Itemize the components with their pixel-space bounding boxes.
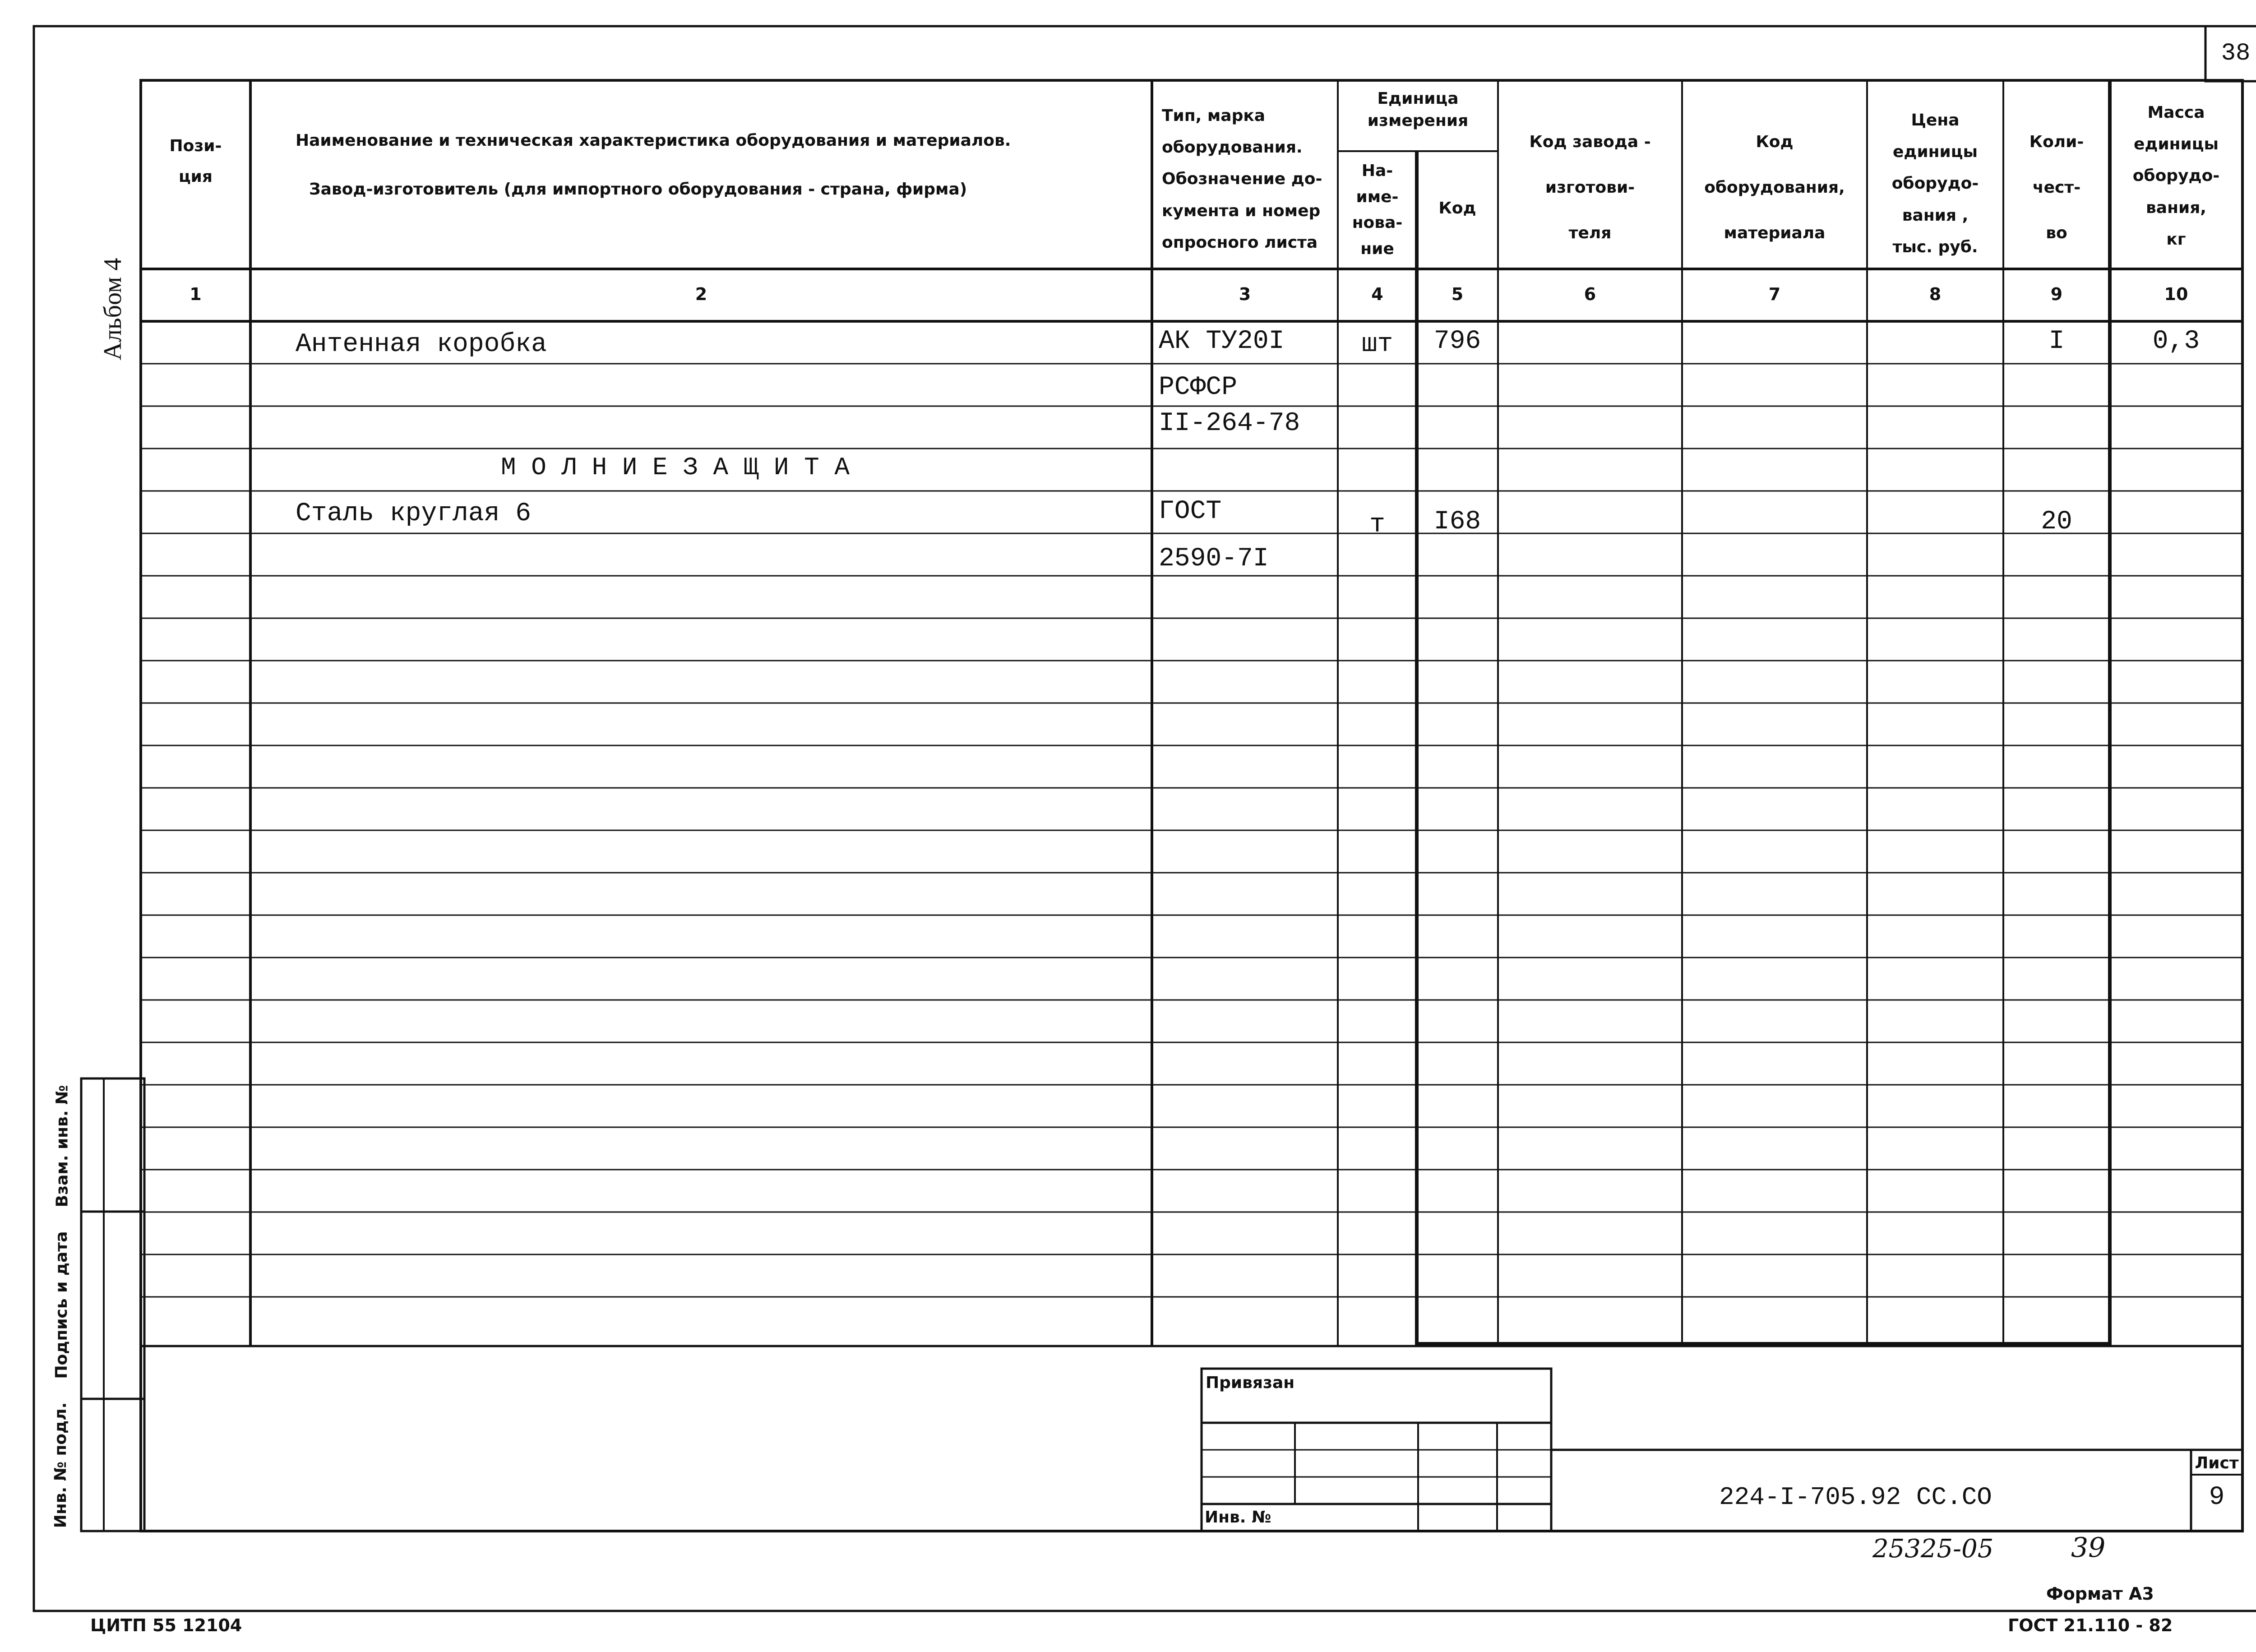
inv-no-label: Инв. №: [1205, 1508, 1271, 1527]
colnum-6: 6: [1584, 284, 1596, 304]
colnum-9: 9: [2050, 284, 2063, 304]
side-stamp: [81, 1078, 144, 1531]
stamp-podpis-data: Подпись и дата: [52, 1231, 71, 1379]
colnum-4: 4: [1371, 284, 1383, 304]
privyazan-label: Привязан: [1206, 1374, 1295, 1392]
row5-code: I68: [1433, 507, 1481, 537]
section-title: М О Л Н И Е З А Щ И Т А: [501, 453, 850, 482]
colnum-10: 10: [2164, 284, 2188, 304]
header-factory-code: Код завода - изготови- теля: [1529, 133, 1651, 242]
row1-unit: шт: [1361, 330, 1393, 359]
header-unit: Единица измерения: [1367, 89, 1469, 130]
row5-type: ГОСТ: [1159, 497, 1222, 526]
footer-gost: ГОСТ 21.110 - 82: [2008, 1615, 2173, 1635]
row1-mass: 0,3: [2152, 327, 2200, 356]
outer-frame: [34, 26, 2256, 1611]
document-code: 224-I-705.92 СС.СО: [1719, 1483, 1992, 1512]
header-mass: Масса единицы оборудо- вания, кг: [2132, 103, 2220, 249]
row6-type: 2590-7I: [1159, 544, 1269, 574]
row5-name: Сталь круглая 6: [296, 499, 532, 528]
header-quantity: Коли- чест- во: [2029, 133, 2084, 242]
row3-type: II-264-78: [1159, 409, 1300, 438]
row1-qty: I: [2048, 327, 2065, 356]
header-type: Тип, марка оборудования. Обозначение до- кумента и номер опросного листа: [1162, 106, 1322, 252]
colnum-8: 8: [1929, 284, 1942, 304]
header-name-line1: Наименование и техническая характеристика оборудования и материалов.: [296, 131, 1011, 150]
header-price: Цена единицы оборудо- вания , тыс. руб.: [1891, 111, 1979, 256]
header-equipment-code: Код оборудования, материала: [1704, 133, 1845, 242]
handwritten-page: 39: [2071, 1532, 2106, 1564]
page-number: 38: [2221, 40, 2251, 67]
colnum-7: 7: [1768, 284, 1781, 304]
header-unit-code: Код: [1438, 199, 1476, 217]
colnum-3: 3: [1239, 284, 1251, 304]
handwritten-number: 25325-05: [1872, 1534, 1994, 1564]
footer-code: ЦИТП 55 12104: [90, 1615, 242, 1635]
row2-type: РСФСР: [1159, 373, 1238, 402]
row5-unit: т: [1369, 510, 1385, 540]
album-label: Альбом 4: [99, 258, 127, 361]
row1-name: Антенная коробка: [296, 330, 547, 359]
row1-code: 796: [1433, 327, 1481, 356]
row5-qty: 20: [2041, 507, 2072, 537]
header-unit-name: На- име- нова- ние: [1352, 162, 1403, 258]
header-position: Пози- ция: [169, 137, 222, 186]
colnum-1: 1: [190, 284, 202, 304]
row1-type: АК ТУ20I: [1159, 327, 1285, 356]
colnum-2: 2: [695, 284, 707, 304]
list-number: 9: [2209, 1483, 2225, 1512]
header-name-line2: Завод-изготовитель (для импортного оборудования - страна, фирма): [309, 180, 967, 199]
list-label: Лист: [2195, 1454, 2239, 1472]
stamp-vzam-inv: Взам. инв. №: [53, 1085, 72, 1208]
stamp-inv-podl: Инв. № подл.: [51, 1402, 70, 1528]
colnum-5: 5: [1451, 284, 1464, 304]
footer-format: Формат А3: [2046, 1584, 2154, 1604]
